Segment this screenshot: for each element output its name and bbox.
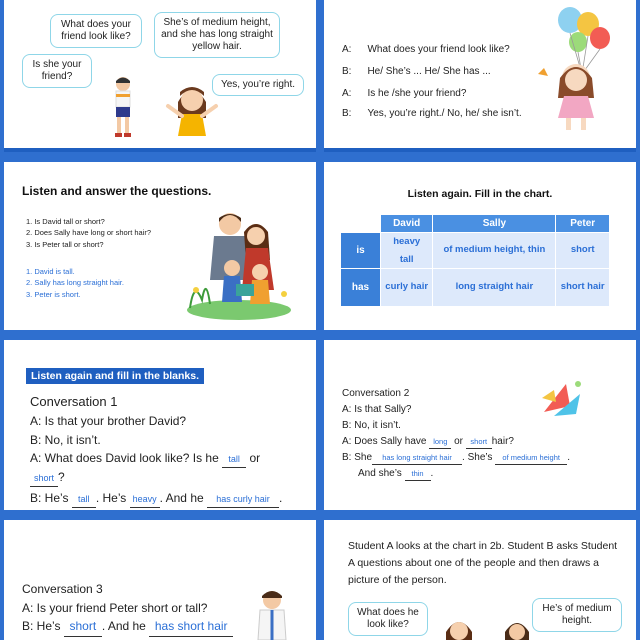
slide-title: Listen and answer the questions.	[22, 184, 212, 198]
line-text: B: She	[342, 452, 373, 463]
line-text: A: Does Sally have	[342, 436, 427, 447]
chart-row	[341, 233, 610, 269]
question-item: 1. Is David tall or short?	[26, 217, 105, 226]
chart-corner	[341, 215, 381, 233]
dialogue-line	[342, 434, 632, 450]
slide-pair-work	[324, 520, 636, 640]
question-item: 2. Does Sally have long or short hair?	[26, 228, 152, 238]
speaker-label: B:	[342, 66, 352, 77]
speaker-label: A:	[342, 88, 352, 99]
slide-title: Listen again. Fill in the chart.	[407, 188, 553, 200]
girl-figure	[160, 80, 224, 140]
line-text: . He’s	[95, 491, 127, 506]
slide-fill-chart	[324, 162, 636, 330]
slide-dialogue-pattern	[324, 0, 636, 152]
chart-row-label: is	[341, 233, 381, 269]
family-illustration	[184, 210, 294, 322]
chart-cell: curly hair	[381, 269, 433, 307]
dialogue-line: B: No, it isn’t.	[342, 420, 401, 431]
dialogue-line	[30, 468, 314, 487]
boy-figure	[108, 74, 138, 144]
answer-blank: has long straight hair	[372, 452, 462, 465]
answer-item: 3. Peter is short.	[26, 289, 81, 299]
slide-dialogue-illustration	[4, 0, 316, 152]
question-item: 3. Is Peter tall or short?	[26, 239, 104, 249]
line-text: . She’s	[462, 452, 493, 463]
chart-cell: short	[556, 233, 610, 269]
line-text: . And he	[159, 491, 204, 506]
conversation-3	[22, 580, 262, 637]
slide-listen-answer	[4, 162, 316, 330]
chart-row-label: has	[341, 269, 381, 307]
line-text: B: He’s	[30, 491, 69, 506]
chart-cell: heavy tall	[381, 233, 433, 269]
line-text: or	[454, 436, 463, 447]
answer-list	[26, 266, 124, 300]
chart-header: Sally	[433, 215, 556, 233]
answer-item: 1. David is tall.	[26, 267, 75, 276]
dialogue-line: A: Is that Sally?	[342, 404, 412, 415]
question-list	[26, 216, 151, 250]
student-a-figure	[442, 616, 476, 640]
answer-blank: short	[30, 472, 58, 487]
activity-instructions: Student A looks at the chart in 2b. Student B asks Student A questions about one of the people and then draws a picture of the person.	[348, 540, 618, 586]
line-text: He/ She’s ... He/ She has ...	[367, 66, 491, 77]
answer-blank: has curly hair	[207, 493, 279, 508]
chart-cell: short hair	[556, 269, 610, 307]
conversation-heading: Conversation 3	[22, 582, 103, 596]
answer-item: 2. Sally has long straight hair.	[26, 278, 124, 288]
chart-cell: long straight hair	[433, 269, 556, 307]
chart-header: Peter	[556, 215, 610, 233]
line-text: What does your friend look like?	[367, 44, 510, 55]
conversation-1	[30, 392, 314, 508]
slide-conversation-1	[4, 340, 316, 510]
line-text: A: What does David look like? Is he	[30, 451, 219, 466]
pattern-line-4	[342, 108, 522, 119]
speech-bubble-answer: He’s of medium height.	[532, 598, 622, 632]
student-b-figure	[502, 618, 532, 640]
info-chart	[340, 214, 610, 307]
answer-blank: heavy	[130, 493, 160, 508]
speech-bubble-description: She’s of medium height, and she has long straight yellow hair.	[154, 12, 280, 58]
answer-blank: tall	[222, 453, 246, 468]
conversation-2	[342, 386, 632, 482]
answer-blank: short	[466, 436, 492, 449]
answer-blank: tall	[72, 493, 96, 508]
pattern-line-2	[342, 66, 491, 77]
line-text: Is he /she your friend?	[367, 88, 467, 99]
speech-bubble-yes: Yes, you’re right.	[212, 74, 304, 96]
dialogue-line: B: No, it isn’t.	[30, 432, 101, 447]
answer-blank: of medium height	[495, 452, 567, 465]
pattern-line-1	[342, 44, 510, 55]
slide-conversation-3	[4, 520, 316, 640]
dialogue-line: A: Is your friend Peter short or tall?	[22, 600, 208, 615]
chart-header: David	[381, 215, 433, 233]
speaker-label: B:	[342, 108, 352, 119]
dialogue-line	[30, 489, 314, 508]
answer-blank: short	[64, 617, 102, 637]
answer-blank: has short hair	[149, 617, 233, 637]
slide-conversation-2	[324, 340, 636, 510]
dialogue-line	[22, 617, 262, 637]
instruction-tag: Listen again and fill in the blanks.	[26, 368, 204, 384]
dialogue-line	[30, 449, 314, 468]
dialogue-line	[342, 466, 632, 482]
conversation-heading: Conversation 2	[342, 388, 410, 399]
line-text: . And he	[101, 619, 146, 634]
chart-cell: of medium height, thin	[433, 233, 556, 269]
line-text: ?	[58, 470, 65, 485]
line-text: .	[430, 468, 434, 479]
speech-bubble-question: What does your friend look like?	[50, 14, 142, 48]
boy-figure	[252, 588, 292, 640]
answer-blank: long	[429, 436, 451, 449]
dialogue-line: A: Is that your brother David?	[30, 414, 187, 429]
speech-bubble-is-friend: Is she your friend?	[22, 54, 92, 88]
dialogue-line	[342, 450, 632, 466]
chart-row	[341, 269, 610, 307]
line-text: hair?	[491, 436, 514, 447]
line-text: B: He’s	[22, 619, 61, 634]
line-text: or	[249, 451, 261, 466]
line-text: .	[279, 491, 283, 506]
line-text: .	[567, 452, 570, 463]
speaker-label: A:	[342, 44, 352, 55]
girl-with-balloons-illustration	[530, 4, 634, 134]
conversation-heading: Conversation 1	[30, 394, 118, 409]
confetti-decoration-icon	[536, 376, 586, 422]
pattern-line-3	[342, 88, 466, 99]
answer-blank: thin	[405, 468, 431, 481]
speech-bubble-question: What does he look like?	[348, 602, 428, 636]
chart-header-row	[341, 215, 610, 233]
line-text: Yes, you’re right./ No, he/ she isn’t.	[367, 108, 522, 119]
line-text: And she’s	[358, 468, 402, 479]
